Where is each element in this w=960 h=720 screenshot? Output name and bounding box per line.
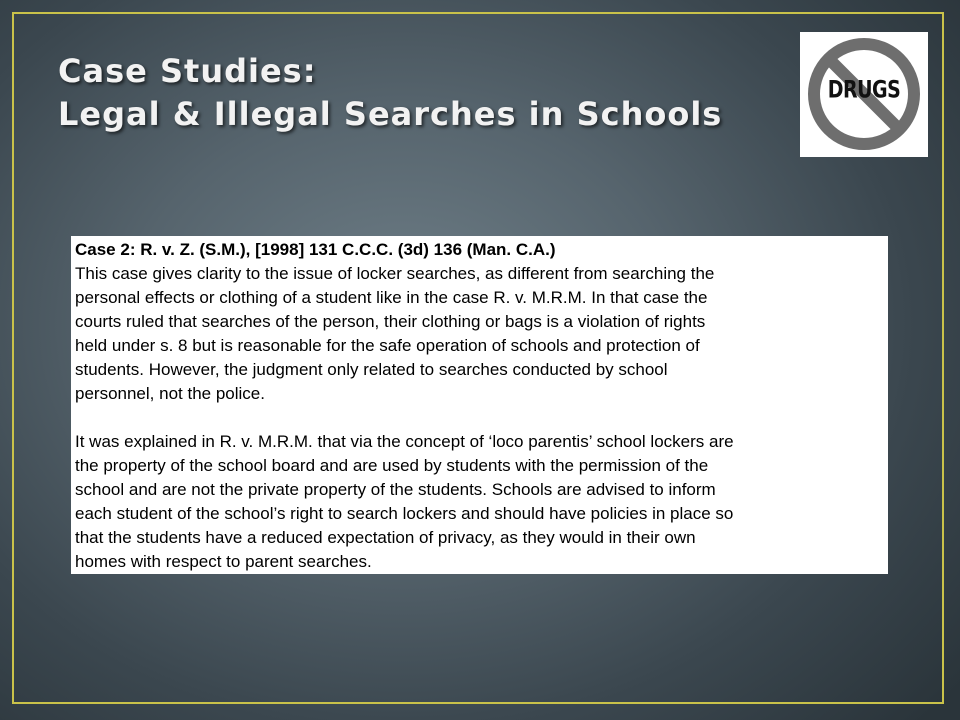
no-drugs-logo (800, 32, 928, 157)
case-text-box (71, 236, 888, 574)
case-paragraph-1: This case gives clarity to the issue of locker searches, as different from searching the personal effects or clothing of a student like in the case R. v. M.R.M. In that case the courts ruled that searches of the person, their clothing or bags is a violation of rights held under s. 8 but is reasonable for the safe operation of schools and protection of students. However, the judgment only related to searches conducted by school personnel, not the police. (75, 264, 715, 403)
slide-title (58, 50, 722, 136)
title-line-2: Legal & Illegal Searches in Schools (58, 95, 723, 133)
case-paragraph-2: It was explained in R. v. M.R.M. that via the concept of ‘loco parentis’ school lockers are the property of the school board and are used by students with the permission of the school and are not the private property of the students. Schools are advised to inform each student of the school’s right to search lockers and should have policies in place so that the students have a reduced expectation of privacy, as they would in their own homes with respect to parent searches. (75, 432, 734, 571)
logo-word: DRUGS (827, 76, 901, 104)
case-heading: Case 2: R. v. Z. (S.M.), [1998] 131 C.C.C. (3d) 136 (Man. C.A.) (75, 240, 556, 259)
title-line-1: Case Studies: (58, 52, 317, 90)
paragraph-spacer (75, 406, 884, 430)
